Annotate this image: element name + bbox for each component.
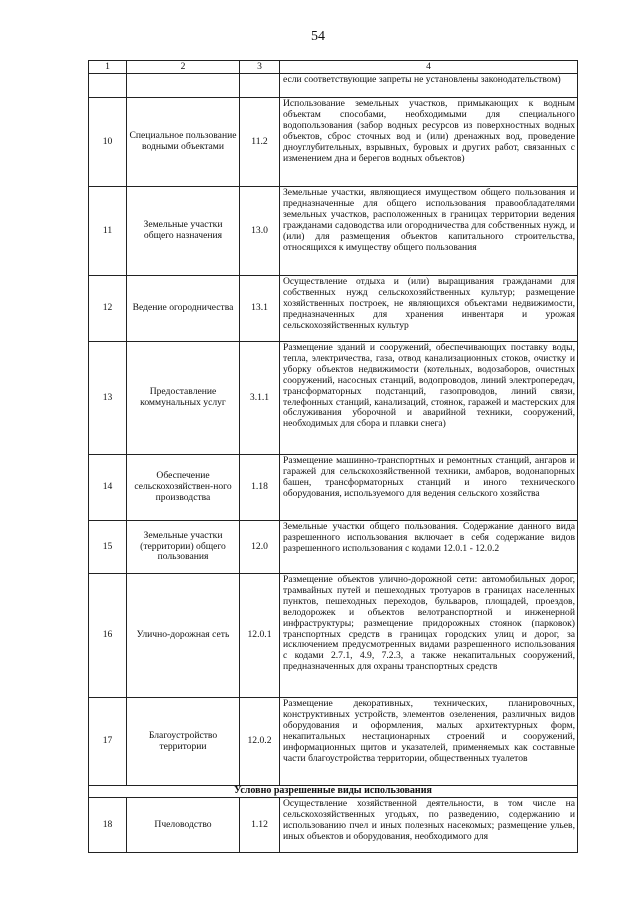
use-description: Размещение машинно-транспортных и ремонтных станций, ангаров и гаражей для сельскохозяйственной техники, амбаров, водонапорных башен, трансформаторных станций и иного технического оборудования, используемого для ведения сельского хозяйства bbox=[280, 455, 578, 521]
use-name: Предоставление коммунальных услуг bbox=[127, 342, 240, 455]
table-row bbox=[89, 455, 578, 521]
row-number: 16 bbox=[89, 574, 127, 698]
header-row bbox=[89, 61, 578, 74]
use-name: Пчеловодство bbox=[127, 798, 240, 853]
empty-cell bbox=[89, 74, 127, 98]
row-number: 11 bbox=[89, 187, 127, 276]
use-description: Использование земельных участков, примыкающих к водным объектам способами, необходимыми для специального водопользования (забор водных ресурсов из поверхностных водных объектов, сброс сточных вод и (или) дренажных вод, проведение дноуглубительных, взрывных, буровых и других работ, связанных с изменением дна и берегов водных объектов) bbox=[280, 98, 578, 187]
use-description: Осуществление хозяйственной деятельности, в том числе на сельскохозяйственных угодьях, по разведению, содержанию и использованию пчел и иных полезных насекомых; размещение ульев, иных объектов и оборудования, необходимого для bbox=[280, 798, 578, 853]
section-row bbox=[89, 786, 578, 798]
use-code: 12.0 bbox=[240, 521, 280, 574]
header-col-3: 3 bbox=[240, 61, 280, 74]
section-title: Условно разрешенные виды использования bbox=[89, 786, 578, 798]
use-description: Земельные участки общего пользования. Содержание данного вида разрешенного использования включает в себя содержание видов разрешенного использования с кодами 12.0.1 - 12.0.2 bbox=[280, 521, 578, 574]
use-code: 13.0 bbox=[240, 187, 280, 276]
row-number: 15 bbox=[89, 521, 127, 574]
use-code: 3.1.1 bbox=[240, 342, 280, 455]
use-code: 1.18 bbox=[240, 455, 280, 521]
continuation-text: если соответствующие запреты не установлены законодательством) bbox=[280, 74, 578, 98]
use-name: Благоустройство территории bbox=[127, 698, 240, 786]
header-col-4: 4 bbox=[280, 61, 578, 74]
use-code: 13.1 bbox=[240, 276, 280, 342]
use-name: Обеспечение сельскохозяйствен-ного производства bbox=[127, 455, 240, 521]
row-number: 12 bbox=[89, 276, 127, 342]
row-number: 14 bbox=[89, 455, 127, 521]
use-name: Специальное пользование водными объектами bbox=[127, 98, 240, 187]
row-number: 18 bbox=[89, 798, 127, 853]
use-code: 11.2 bbox=[240, 98, 280, 187]
row-number: 13 bbox=[89, 342, 127, 455]
use-name: Улично-дорожная сеть bbox=[127, 574, 240, 698]
use-description: Земельные участки, являющиеся имуществом общего пользования и предназначенные для общего использования правообладателями земельных участков, расположенных в границах территории ведения гражданами садоводства или огородничества для собственных нужд, и (или) для размещения объектов капитального строительства, относящихся к имуществу общего пользования bbox=[280, 187, 578, 276]
empty-cell bbox=[240, 74, 280, 98]
use-description: Размещение объектов улично-дорожной сети: автомобильных дорог, трамвайных путей и пешеходных тротуаров в границах населенных пунктов, пешеходных переходов, бульваров, площадей, проездов, велодорожек и объектов велотранспортной и инженерной инфраструктуры; размещение придорожных стоянок (парковок) транспортных средств в границах городских улиц и дорог, за исключением предусмотренных видами разрешенного использования с кодами 2.7.1, 4.9, 7.2.3, а также некапитальных сооружений, предназначенных для охраны транспортных средств bbox=[280, 574, 578, 698]
table-row bbox=[89, 187, 578, 276]
empty-cell bbox=[127, 74, 240, 98]
table-row bbox=[89, 276, 578, 342]
use-description: Размещение декоративных, технических, планировочных, конструктивных устройств, элементов озеленения, различных видов оборудования и оформления, малых архитектурных форм, некапитальных нестационарных строений и сооружений, информационных щитов и указателей, применяемых как составные части благоустройства территории, общественных туалетов bbox=[280, 698, 578, 786]
use-code: 1.12 bbox=[240, 798, 280, 853]
table-row bbox=[89, 521, 578, 574]
continuation-row bbox=[89, 74, 578, 98]
table-row bbox=[89, 698, 578, 786]
header-col-2: 2 bbox=[127, 61, 240, 74]
use-code: 12.0.1 bbox=[240, 574, 280, 698]
row-number: 17 bbox=[89, 698, 127, 786]
use-name: Земельные участки (территории) общего пользования bbox=[127, 521, 240, 574]
table-row bbox=[89, 342, 578, 455]
table-row bbox=[89, 98, 578, 187]
table-row bbox=[89, 798, 578, 853]
table-row bbox=[89, 574, 578, 698]
page-number: 54 bbox=[311, 29, 325, 44]
use-name: Ведение огородничества bbox=[127, 276, 240, 342]
use-name: Земельные участки общего назначения bbox=[127, 187, 240, 276]
use-code: 12.0.2 bbox=[240, 698, 280, 786]
land-use-table bbox=[88, 60, 578, 853]
row-number: 10 bbox=[89, 98, 127, 187]
header-col-1: 1 bbox=[89, 61, 127, 74]
use-description: Осуществление отдыха и (или) выращивания гражданами для собственных нужд сельскохозяйственных культур; размещение хозяйственных построек, не являющихся объектами недвижимости, предназначенных для хранения инвентаря и урожая сельскохозяйственных культур bbox=[280, 276, 578, 342]
use-description: Размещение зданий и сооружений, обеспечивающих поставку воды, тепла, электричества, газа, отвод канализационных стоков, очистку и уборку объектов недвижимости (котельных, водозаборов, очистных сооружений, насосных станций, водопроводов, линий электропередач, трансформаторных подстанций, газопроводов, линий связи, телефонных станций, канализаций, стоянок, гаражей и мастерских для обслуживания уборочной и аварийной техники, сооружений, необходимых для сбора и плавки снега) bbox=[280, 342, 578, 455]
